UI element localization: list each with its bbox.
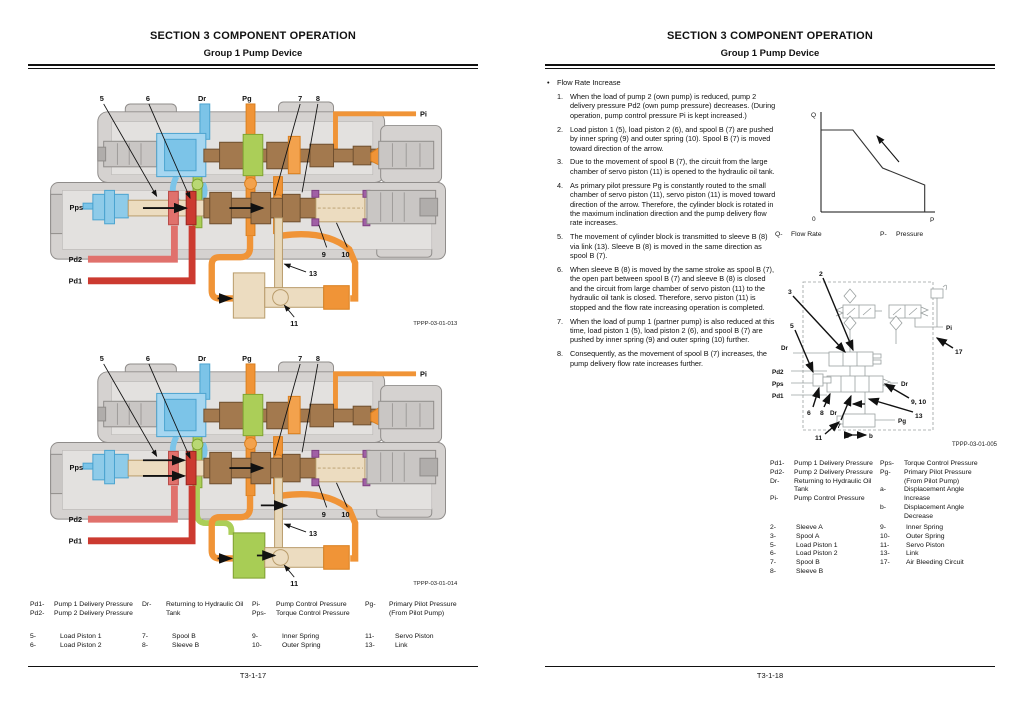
legend-key: 11- bbox=[365, 633, 375, 640]
step-item bbox=[545, 92, 783, 120]
legend-item bbox=[770, 495, 876, 504]
legend-label: Primary Pilot Pressure (From Pilot Pump) bbox=[389, 601, 457, 617]
legend-key: 2- bbox=[770, 524, 777, 531]
callout-10: 10 bbox=[341, 510, 350, 520]
step-number: 5. bbox=[557, 232, 564, 242]
legend-key: Dr- bbox=[770, 477, 780, 485]
port-label-pps: Pps bbox=[69, 203, 84, 213]
legend-item bbox=[770, 542, 876, 551]
legend-label: Outer Spring bbox=[906, 532, 945, 540]
step-number: 7. bbox=[557, 316, 564, 326]
legend-key: Pd2- bbox=[770, 468, 785, 476]
legend-label: Sleeve B bbox=[796, 567, 824, 575]
legend-label: Pressure bbox=[896, 231, 924, 238]
legend-column bbox=[142, 601, 248, 619]
legend-label: Pump Control Pressure bbox=[794, 495, 865, 503]
pq-curve bbox=[821, 130, 925, 212]
legend-column bbox=[252, 633, 358, 651]
legend-item bbox=[770, 568, 876, 577]
section-title: SECTION 3 COMPONENT OPERATION bbox=[666, 30, 874, 42]
legend-key: Pg- bbox=[365, 601, 376, 608]
step-item bbox=[545, 232, 783, 260]
pump-cross-section-svg bbox=[31, 346, 473, 598]
group-title: Group 1 Pump Device bbox=[203, 48, 303, 59]
legend-item bbox=[880, 231, 986, 240]
legend-item bbox=[880, 550, 986, 559]
legend-item bbox=[252, 642, 358, 651]
origin-label: 0 bbox=[812, 216, 816, 223]
legend-item bbox=[770, 478, 876, 496]
legend-key: 13- bbox=[880, 550, 890, 558]
legend-key: Pi- bbox=[252, 601, 261, 608]
legend-label: Spool A bbox=[796, 532, 820, 540]
step-item bbox=[545, 317, 783, 345]
port-label-pg: Pg bbox=[242, 94, 252, 104]
callout-6: 6 bbox=[807, 410, 811, 417]
legend-key: 5- bbox=[30, 633, 37, 640]
regulator-schematic-svg bbox=[767, 256, 999, 454]
legend-item bbox=[30, 601, 136, 610]
legend-item bbox=[365, 642, 471, 651]
legend-item bbox=[880, 559, 986, 568]
legend-label: Servo Piston bbox=[395, 633, 434, 640]
legend-label: Load Piston 2 bbox=[60, 641, 102, 649]
port-label-dr: Dr bbox=[197, 94, 207, 104]
legend-key: b- bbox=[880, 503, 887, 511]
legend-column bbox=[770, 524, 876, 577]
legend-item bbox=[770, 460, 876, 469]
legend-label: Load Piston 1 bbox=[796, 541, 838, 549]
callout-5: 5 bbox=[99, 94, 104, 104]
port-label-dr-mid: Dr bbox=[830, 410, 837, 417]
legend-item bbox=[880, 524, 986, 533]
legend-column bbox=[30, 601, 136, 619]
port-label-pps: Pps bbox=[69, 463, 84, 473]
legend-key: 13- bbox=[365, 641, 375, 649]
port-label-pd2: Pd2 bbox=[68, 255, 83, 265]
legend-label: Load Piston 1 bbox=[60, 633, 102, 640]
callout-13: 13 bbox=[308, 268, 318, 278]
callout-17: 17 bbox=[955, 349, 963, 356]
legend-item bbox=[142, 601, 248, 619]
legend-label: Torque Control Pressure bbox=[904, 460, 978, 467]
legend-key: a- bbox=[880, 486, 887, 494]
legend-item bbox=[880, 533, 986, 542]
legend-label: Inner Spring bbox=[906, 524, 944, 531]
callout-13: 13 bbox=[915, 413, 923, 420]
legend-key: Pps- bbox=[252, 609, 266, 617]
legend-label: Air Bleeding Circuit bbox=[906, 559, 964, 567]
callout-9-10: 9, 10 bbox=[911, 399, 927, 406]
step-number: 6. bbox=[557, 265, 564, 274]
steps-list bbox=[545, 92, 783, 368]
callout-11: 11 bbox=[290, 318, 299, 328]
legend-column bbox=[365, 601, 471, 619]
right-footer bbox=[545, 666, 995, 680]
schematic-labels bbox=[772, 271, 998, 448]
legend-item bbox=[880, 542, 986, 551]
step-number: 2. bbox=[557, 124, 564, 134]
flow-rate-increase-title: • Flow Rate Increase bbox=[545, 78, 783, 88]
port-label-pd2: Pd2 bbox=[68, 515, 83, 525]
pq-chart bbox=[807, 106, 987, 234]
callout-11: 11 bbox=[290, 578, 299, 588]
callout-7: 7 bbox=[837, 423, 841, 430]
legend-column bbox=[880, 524, 986, 568]
step-number: 1. bbox=[557, 92, 564, 101]
legend-label: Sleeve A bbox=[796, 524, 823, 531]
legend-label: Returning to Hydraulic Oil Tank bbox=[794, 477, 872, 494]
legend-key: 6- bbox=[770, 550, 777, 558]
step-text: Consequently, as the movement of spool B (7) increases, the pump delivery flow rate increases further. bbox=[570, 349, 767, 368]
body-text-column bbox=[545, 78, 783, 368]
legend-item bbox=[880, 469, 986, 487]
schematic-circuit bbox=[791, 278, 953, 435]
legend-key: Dr- bbox=[142, 601, 152, 608]
legend-label: Pump Control Pressure bbox=[276, 601, 347, 608]
callout-2: 2 bbox=[819, 271, 823, 278]
step-item bbox=[545, 157, 783, 176]
legend-label: Load Piston 2 bbox=[796, 550, 838, 558]
legend-item bbox=[252, 601, 358, 610]
port-label-dr-right: Dr bbox=[901, 381, 908, 388]
step-text: Due to the movement of spool B (7), the circuit from the large chamber of servo piston (11) is opened to the hydraulic oil tank. bbox=[570, 157, 775, 176]
figure-code: TPPP-03-01-014 bbox=[413, 580, 458, 587]
legend-item bbox=[365, 601, 471, 619]
legend-column bbox=[880, 231, 986, 240]
legend-key: 8- bbox=[142, 641, 149, 649]
legend-item bbox=[880, 460, 986, 469]
legend-item bbox=[770, 524, 876, 533]
step-text: When sleeve B (8) is moved by the same stroke as spool B (7), the open part between spool B (7) and sleeve B (8) is closed and the circuit from large chamber of servo piston (11) to the hydraulic oil tank is closed. Therefore, servo piston (11) is stopped and the flow rate increasing operation is completed. bbox=[570, 265, 774, 312]
page-right bbox=[545, 0, 995, 720]
legend-column bbox=[365, 633, 471, 651]
port-label-pg: Pg bbox=[242, 354, 252, 364]
footer-rule bbox=[545, 666, 995, 667]
legend-label: Outer Spring bbox=[282, 641, 321, 649]
section-title: SECTION 3 COMPONENT OPERATION bbox=[149, 30, 357, 42]
port-label-pd1: Pd1 bbox=[772, 393, 784, 400]
legend-key: Pd2- bbox=[30, 609, 45, 617]
legend-item bbox=[770, 550, 876, 559]
step-number: 3. bbox=[557, 157, 564, 167]
header-rule bbox=[545, 64, 995, 69]
legend-label: Pump 1 Delivery Pressure bbox=[54, 601, 133, 608]
legend-key: 5- bbox=[770, 541, 777, 549]
step-item bbox=[545, 125, 783, 153]
legend-key: 17- bbox=[880, 559, 890, 567]
port-label-pd2: Pd2 bbox=[772, 369, 784, 376]
legend-column bbox=[775, 231, 881, 240]
step-item bbox=[545, 349, 783, 368]
callout-11: 11 bbox=[815, 435, 823, 442]
legend-item bbox=[142, 642, 248, 651]
legend-key: 9- bbox=[880, 524, 887, 531]
legend-key: Pd1- bbox=[770, 460, 785, 467]
left-footer bbox=[28, 666, 478, 680]
legend-key: Pi- bbox=[770, 495, 779, 503]
callout-6: 6 bbox=[145, 94, 151, 104]
legend-key: 10- bbox=[880, 532, 890, 540]
step-text: The movement of cylinder block is transmitted to sleeve B (8) via link (13). Sleeve B (8) is moved in the same direction as spool B (7). bbox=[570, 232, 768, 261]
port-label-pg: Pg bbox=[898, 418, 907, 425]
legend-item bbox=[770, 533, 876, 542]
legend-label: Pump 2 Delivery Pressure bbox=[794, 468, 873, 476]
figure-code: TPPP-03-01-013 bbox=[413, 320, 458, 327]
legend-label: Inner Spring bbox=[282, 633, 320, 640]
step-text: Load piston 1 (5), load piston 2 (6), and spool B (7) are pushed by inner spring (9) and outer spring (10). Spool B (7) is moved toward direction of the arrow. bbox=[570, 124, 774, 153]
page-number: T3-1-17 bbox=[239, 671, 267, 680]
figure-pump-cross-section-1 bbox=[31, 86, 473, 338]
header-rule bbox=[28, 64, 478, 69]
legend-column bbox=[142, 633, 248, 651]
legend-label: Spool B bbox=[796, 559, 820, 567]
legend-key: Pd1- bbox=[30, 601, 45, 608]
port-label-pi: Pi bbox=[419, 109, 427, 119]
legend-key: 10- bbox=[252, 641, 262, 649]
legend-key: P- bbox=[880, 231, 887, 238]
legend-label: Displacement Angle Decrease bbox=[904, 503, 965, 520]
callout-7: 7 bbox=[298, 354, 303, 364]
callout-13: 13 bbox=[308, 528, 318, 538]
legend-key: Pg- bbox=[880, 468, 891, 476]
legend-item bbox=[880, 504, 986, 522]
legend-label: Sleeve B bbox=[172, 641, 200, 649]
legend-key: 3- bbox=[770, 532, 777, 540]
legend-key: 7- bbox=[142, 633, 149, 640]
legend-column bbox=[30, 633, 136, 651]
pump-cross-section-svg bbox=[31, 86, 473, 338]
legend-label: Primary Pilot Pressure (From Pilot Pump) bbox=[904, 468, 972, 485]
legend-item bbox=[30, 610, 136, 619]
legend-key: 11- bbox=[880, 541, 890, 549]
callout-8: 8 bbox=[315, 354, 320, 364]
step-item bbox=[545, 181, 783, 228]
legend-key: Q- bbox=[775, 231, 783, 238]
displacement-a: a bbox=[845, 433, 849, 440]
x-axis-label: P bbox=[930, 217, 935, 224]
step-item bbox=[545, 265, 783, 312]
callout-9: 9 bbox=[321, 510, 326, 520]
callout-5: 5 bbox=[790, 323, 794, 330]
legend-item bbox=[30, 633, 136, 642]
legend-label: Link bbox=[395, 641, 408, 649]
step-text: As primary pilot pressure Pg is constantly routed to the small chamber of servo piston (11), servo piston (11) is moved toward direction of the arrow. Therefore, the cylinder block is rotated in the maximum inclination direction and the pump delivery flow rate increases. bbox=[570, 180, 776, 228]
callout-8: 8 bbox=[315, 94, 320, 104]
port-label-dr: Dr bbox=[197, 354, 207, 364]
step-text: When the load of pump 2 (own pump) is reduced, pump 2 delivery pressure Pd2 (own pump pressure) decreases. (During operation, pump control pressure Pi is kept increased.) bbox=[570, 92, 776, 120]
legend-column bbox=[770, 460, 876, 504]
legend-item bbox=[252, 633, 358, 642]
callout-7: 7 bbox=[298, 94, 303, 104]
step-number: 8. bbox=[557, 349, 564, 359]
pq-chart-svg bbox=[807, 106, 987, 234]
legend-item bbox=[30, 642, 136, 651]
y-axis-label: Q bbox=[811, 112, 817, 119]
legend-label: Pump 2 Delivery Pressure bbox=[54, 609, 133, 617]
figure-pump-cross-section-2 bbox=[31, 346, 473, 598]
legend-item bbox=[770, 469, 876, 478]
legend-key: 7- bbox=[770, 559, 777, 567]
legend-item bbox=[365, 633, 471, 642]
callout-6: 6 bbox=[145, 354, 151, 364]
callout-10: 10 bbox=[341, 250, 350, 260]
port-label-pps: Pps bbox=[772, 381, 784, 388]
legend-item bbox=[142, 633, 248, 642]
step-text: When the load of pump 1 (partner pump) is also reduced at this time, load piston 1 (5), load piston 2 (6), and spool B (7) are pushed by inner spring (9) and outer spring (10) further. bbox=[570, 316, 775, 345]
increase-arrow bbox=[877, 136, 899, 162]
legend-column bbox=[252, 601, 358, 619]
footer-rule bbox=[28, 666, 478, 667]
legend-label: Flow Rate bbox=[791, 231, 822, 238]
legend-key: 8- bbox=[770, 567, 777, 575]
port-label-pi: Pi bbox=[419, 369, 427, 379]
legend-label: Link bbox=[906, 550, 919, 558]
legend-key: Pps- bbox=[880, 460, 894, 467]
regulator-schematic bbox=[767, 256, 999, 454]
legend-label: Torque Control Pressure bbox=[276, 609, 350, 617]
legend-item bbox=[252, 610, 358, 619]
legend-item bbox=[775, 231, 881, 240]
group-title: Group 1 Pump Device bbox=[720, 48, 820, 59]
legend-column bbox=[880, 460, 986, 522]
port-label-dr: Dr bbox=[781, 345, 788, 352]
displacement-b: b bbox=[869, 433, 873, 440]
legend-item bbox=[770, 559, 876, 568]
port-label-pd1: Pd1 bbox=[68, 536, 83, 546]
legend-label: Displacement Angle Increase bbox=[904, 486, 965, 503]
callout-9: 9 bbox=[321, 250, 326, 260]
port-label-pi: Pi bbox=[946, 325, 952, 332]
port-label-pd1: Pd1 bbox=[68, 276, 83, 286]
legend-label: Spool B bbox=[172, 633, 196, 640]
page-left bbox=[28, 0, 478, 720]
legend-key: 6- bbox=[30, 641, 37, 649]
step-number: 4. bbox=[557, 180, 564, 190]
callout-3: 3 bbox=[788, 289, 792, 296]
page-number: T3-1-18 bbox=[756, 671, 784, 680]
legend-key: 9- bbox=[252, 633, 259, 640]
callout-8: 8 bbox=[820, 410, 824, 417]
legend-label: Servo Piston bbox=[906, 541, 945, 549]
legend-item bbox=[880, 486, 986, 504]
legend-label: Pump 1 Delivery Pressure bbox=[794, 460, 873, 467]
figure-code: TPPP-03-01-005 bbox=[951, 442, 997, 448]
callout-5: 5 bbox=[99, 354, 104, 364]
legend-label: Returning to Hydraulic Oil Tank bbox=[166, 601, 244, 617]
